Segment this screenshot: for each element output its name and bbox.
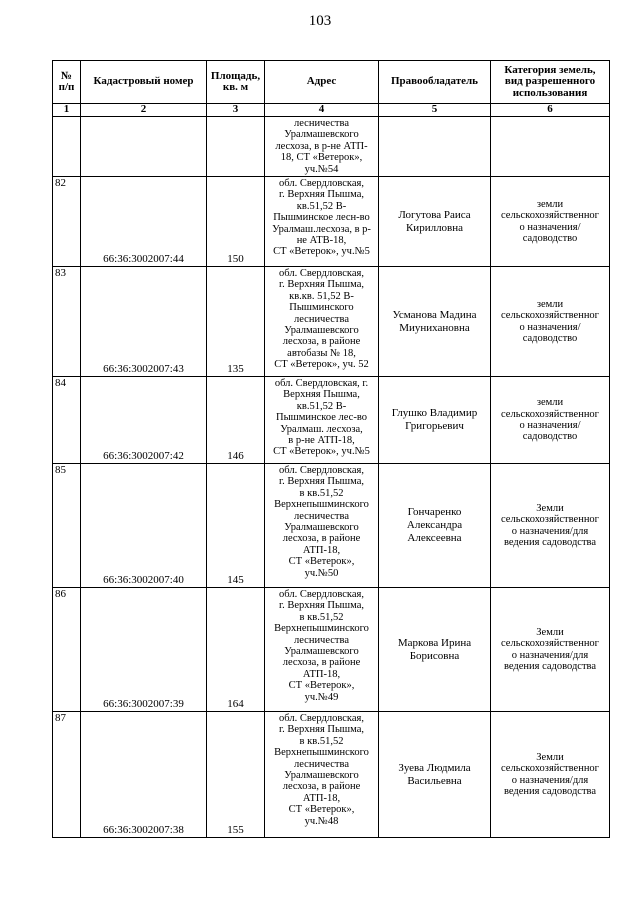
land-category [491,377,610,464]
text-line: Зуева Людмила [398,761,471,774]
header-cell [265,61,379,104]
text-line: лесхоза, в районе [282,657,361,669]
row-number [53,177,81,267]
text-line: о назначения/ [519,221,581,233]
column-index: 1 [53,104,81,117]
text-line: лесничества [294,118,349,129]
text-line: № [60,69,73,82]
text-line: 84 [55,377,66,390]
text-line: г. Верхняя Пышма, [278,279,365,291]
text-line: Уралмашевского [284,325,359,337]
text-line: лесхоза, в районе [282,336,361,348]
cadastral-number [81,117,207,177]
text-line: о назначения/ [519,321,581,333]
text-line: п/п [58,81,75,93]
text-line: г. Верхняя Пышма, [278,476,365,488]
text-line: Правообладатель [391,75,478,88]
text-line: Уралмашевского [284,129,359,141]
text-line: лесхоза, в р-не АТП- [275,140,368,152]
text-line: 82 [55,177,66,190]
text-line: 135 [227,362,244,375]
text-line: Земли [536,751,564,763]
row-number [53,712,81,838]
text-line: сельскохозяйственног [501,638,599,650]
text-line: 150 [227,252,244,265]
owner-name [379,588,491,712]
text-line: 66:36:3002007:43 [103,362,184,375]
text-line: Категория земель, [504,63,596,76]
text-line: садоводство [522,332,578,344]
text-line: АТП-18, [302,668,341,680]
text-line: земли [536,198,564,210]
land-registry-table [52,60,610,838]
cadastral-number [81,712,207,838]
text-line: Верхнепышминского [274,623,369,635]
text-line: Адрес [306,75,337,88]
text-line: лесхоза, в районе [282,533,361,545]
table-row [53,464,610,588]
text-line: сельскохозяйственног [501,310,599,322]
column-index: 5 [379,104,491,117]
text-line: Площадь, [210,69,261,82]
row-number [53,117,81,177]
text-line: в кв.51,52 [299,735,344,747]
owner-name [379,177,491,267]
text-line: 66:36:3002007:40 [103,573,184,586]
header-cell [207,61,265,104]
text-line: сельскохозяйственног [501,763,599,775]
page-number: 103 [308,13,332,29]
text-line: Васильевна [407,774,462,787]
text-line: Кадастровый номер [93,75,194,88]
text-line: Верхнепышминского [274,499,369,511]
text-line: Пышминского [289,302,354,314]
text-line: Алексеевна [407,532,462,545]
text-line: г. Верхняя Пышма, [278,724,365,736]
text-line: земли [536,397,564,409]
address-text [265,267,379,377]
text-line: садоводство [522,232,578,244]
text-line: 87 [55,712,66,725]
text-line: о назначения/для [511,525,589,537]
text-line: обл. Свердловская, [279,713,364,725]
land-category [491,464,610,588]
text-line: уч.№48 [304,815,339,827]
cadastral-number [81,177,207,267]
text-line: лесничества [294,634,349,646]
text-line: Верхнепышминского [274,747,369,759]
table-row [53,377,610,464]
text-line: 66:36:3002007:44 [103,252,184,265]
header-cell [53,61,81,104]
address-text [265,712,379,838]
text-line: СТ «Ветерок», [288,804,355,816]
owner-name [379,377,491,464]
area-value [207,177,265,267]
text-line: в кв.51,52 [299,487,344,499]
text-line: Миунихановна [399,321,470,334]
land-category [491,588,610,712]
text-line: обл. Свердловская, [279,178,364,190]
text-line: вид разрешенного [504,75,596,88]
text-line: Земли [536,502,564,514]
text-line: СТ «Ветерок», уч. 52 [274,359,369,371]
text-line: Григорьевич [405,420,464,433]
land-category [491,267,610,377]
text-line: Уралмаш. лесхоза, [280,423,363,435]
owner-name [379,267,491,377]
row-number [53,377,81,464]
cadastral-number [81,267,207,377]
header-cell [81,61,207,104]
text-line: уч.№54 [304,163,339,175]
text-line: Александра [406,519,463,532]
text-line: лесхоза, в районе [282,781,361,793]
text-line: кв.51,52 В- [296,200,347,212]
column-index-row [53,104,610,117]
text-line: Уралмашевского [284,770,359,782]
text-line: СТ «Ветерок», уч.№5 [273,446,370,458]
land-category [491,177,610,267]
area-value [207,117,265,177]
text-line: 155 [227,823,244,836]
land-category [491,117,610,177]
text-line: обл. Свердловская, [279,465,364,477]
text-line: ведения садоводства [503,536,597,548]
text-line: Уралмашевского [284,522,359,534]
address-text [265,117,379,177]
land-category [491,712,610,838]
text-line: кв.кв. 51,52 В- [289,290,354,302]
text-line: Усманова Мадина [392,308,477,321]
text-line: Уралмашевского [284,646,359,658]
text-line: Глушко Владимир [391,407,478,420]
text-line: земли [536,298,564,310]
text-line: кв. м [222,81,249,93]
area-value [207,377,265,464]
header-cell [379,61,491,104]
column-index: 2 [81,104,207,117]
text-line: обл. Свердловская, [279,589,364,601]
row-number [53,588,81,712]
area-value [207,588,265,712]
text-line: лесничества [294,758,349,770]
text-line: Кирилловна [405,221,464,234]
text-line: СТ «Ветерок», [288,556,355,568]
table-row [53,267,610,377]
text-line: обл. Свердловская, [279,268,364,280]
text-line: о назначения/для [511,774,589,786]
text-line: о назначения/ [519,420,581,432]
column-index: 4 [265,104,379,117]
area-value [207,267,265,377]
address-text [265,464,379,588]
header-cell [491,61,610,104]
header-row [53,61,610,104]
text-line: уч.№50 [304,567,339,579]
text-line: Уралмаш.лесхоза, в р- [272,223,371,235]
text-line: 66:36:3002007:42 [103,449,184,462]
text-line: 83 [55,267,66,280]
cadastral-number [81,377,207,464]
cadastral-number [81,464,207,588]
text-line: обл. Свердловская, г. [274,378,369,390]
text-line: Гончаренко [407,506,462,519]
area-value [207,464,265,588]
text-line: сельскохозяйственног [501,408,599,420]
text-line: АТП-18, [302,544,341,556]
text-line: лесничества [294,313,349,325]
text-line: 66:36:3002007:39 [103,697,184,710]
text-line: кв.51,52 В- [296,400,347,412]
table-row [53,588,610,712]
text-line: уч.№49 [304,691,339,703]
text-line: 164 [227,697,244,710]
address-text [265,377,379,464]
text-line: садоводство [522,431,578,443]
table-row [53,117,610,177]
text-line: 18, СТ «Ветерок», [280,152,363,164]
text-line: СТ «Ветерок», уч.№5 [273,246,370,258]
text-line: Земли [536,626,564,638]
table-row [53,712,610,838]
column-index: 6 [491,104,610,117]
text-line: г. Верхняя Пышма, [278,189,365,201]
area-value [207,712,265,838]
text-line: Борисовна [409,649,460,662]
owner-name [379,712,491,838]
cadastral-number [81,588,207,712]
text-line: 146 [227,449,244,462]
text-line: в кв.51,52 [299,611,344,623]
text-line: Пышминское лесн-во [273,212,370,224]
text-line: СТ «Ветерок», [288,680,355,692]
text-line: о назначения/для [511,649,589,661]
text-line: сельскохозяйственног [501,514,599,526]
text-line: использования [512,86,588,99]
address-text [265,177,379,267]
text-line: Логутова Раиса [398,208,471,221]
text-line: лесничества [294,510,349,522]
table-body [53,117,610,838]
owner-name [379,117,491,177]
table-row [53,177,610,267]
row-number [53,267,81,377]
text-line: сельскохозяйственног [501,210,599,222]
text-line: г. Верхняя Пышма, [278,600,365,612]
text-line: 86 [55,588,66,601]
text-line: Маркова Ирина [397,636,472,649]
text-line: Пышминское лес-во [276,412,367,424]
column-index: 3 [207,104,265,117]
text-line: 145 [227,573,244,586]
text-line: АТП-18, [302,792,341,804]
text-line: автобазы № 18, [287,347,356,359]
text-line: 66:36:3002007:38 [103,823,184,836]
owner-name [379,464,491,588]
text-line: ведения садоводства [503,785,597,797]
text-line: в р-не АТП-18, [288,435,355,447]
text-line: не АТВ-18, [296,235,347,247]
row-number [53,464,81,588]
text-line: 85 [55,464,66,477]
text-line: Верхняя Пышма, [283,389,360,401]
address-text [265,588,379,712]
text-line: ведения садоводства [503,660,597,672]
